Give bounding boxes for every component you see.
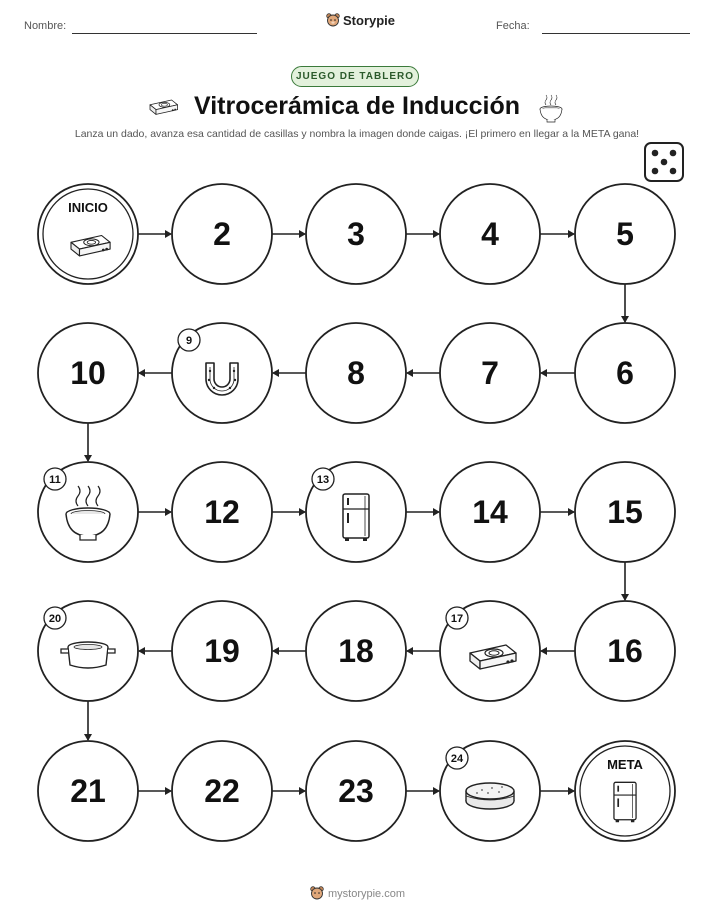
board-space bbox=[440, 184, 540, 284]
board-spaces bbox=[38, 184, 675, 841]
board-space bbox=[172, 184, 272, 284]
title-soup-bowl-icon bbox=[540, 95, 562, 122]
board-space bbox=[172, 323, 272, 423]
board-space bbox=[306, 462, 406, 562]
space-number: 22 bbox=[204, 773, 240, 809]
space-number: 7 bbox=[481, 355, 499, 391]
game-type-badge: JUEGO DE TABLERO bbox=[291, 66, 419, 87]
space-number: 21 bbox=[70, 773, 106, 809]
pancake-icon bbox=[466, 783, 514, 809]
brand-name: Storypie bbox=[343, 13, 396, 28]
board-space bbox=[38, 741, 138, 841]
space-number: 3 bbox=[347, 216, 365, 252]
footer bbox=[310, 886, 405, 901]
page-title: Vitrocerámica de Inducción bbox=[193, 92, 521, 120]
dice-icon bbox=[645, 143, 683, 181]
instructions: Lanza un dado, avanza esa cantidad de casillas y nombra la imagen donde caigas. ¡El primero en llegar a la META gana! bbox=[74, 128, 640, 140]
space-number: 14 bbox=[472, 494, 508, 530]
space-number: 16 bbox=[607, 633, 643, 669]
board-space bbox=[38, 462, 138, 562]
space-number: 10 bbox=[70, 355, 106, 391]
board-space bbox=[575, 323, 675, 423]
name-label: Nombre: bbox=[24, 20, 67, 32]
space-number: 23 bbox=[338, 773, 374, 809]
board-space bbox=[306, 741, 406, 841]
board-space bbox=[306, 601, 406, 701]
space-number: 24 bbox=[450, 753, 464, 765]
title-cooktop-icon bbox=[150, 100, 178, 114]
space-start bbox=[38, 184, 138, 284]
board-space bbox=[440, 462, 540, 562]
space-finish bbox=[575, 741, 675, 841]
space-number: 8 bbox=[347, 355, 365, 391]
space-number: 2 bbox=[213, 216, 231, 252]
footer-url: mystorypie.com bbox=[328, 887, 406, 900]
space-number: 19 bbox=[204, 633, 240, 669]
date-label: Fecha: bbox=[496, 20, 530, 32]
board-space bbox=[575, 184, 675, 284]
space-number: 20 bbox=[48, 613, 62, 625]
space-number: 17 bbox=[450, 613, 464, 625]
space-number: 9 bbox=[185, 335, 193, 347]
space-circle bbox=[38, 184, 138, 284]
bear-mascot-footer-icon bbox=[310, 886, 324, 901]
board-space bbox=[575, 601, 675, 701]
space-label: META bbox=[607, 757, 643, 772]
refrigerator-icon bbox=[343, 494, 369, 541]
space-number: 6 bbox=[616, 355, 634, 391]
board-space bbox=[440, 601, 540, 701]
space-number: 12 bbox=[204, 494, 240, 530]
space-number: 18 bbox=[338, 633, 374, 669]
space-number: 11 bbox=[49, 474, 61, 486]
space-label: INICIO bbox=[68, 200, 108, 215]
board-space bbox=[172, 741, 272, 841]
board-space bbox=[172, 601, 272, 701]
board-space bbox=[575, 462, 675, 562]
space-number: 15 bbox=[607, 494, 643, 530]
board-space bbox=[38, 323, 138, 423]
board-space bbox=[440, 741, 540, 841]
refrigerator-icon bbox=[614, 782, 636, 822]
space-number: 5 bbox=[616, 216, 634, 252]
space-number: 13 bbox=[316, 474, 330, 486]
space-number: 4 bbox=[481, 216, 499, 252]
board-space bbox=[440, 323, 540, 423]
board-space bbox=[306, 184, 406, 284]
board-space bbox=[306, 323, 406, 423]
board-space bbox=[172, 462, 272, 562]
board-space bbox=[38, 601, 138, 701]
